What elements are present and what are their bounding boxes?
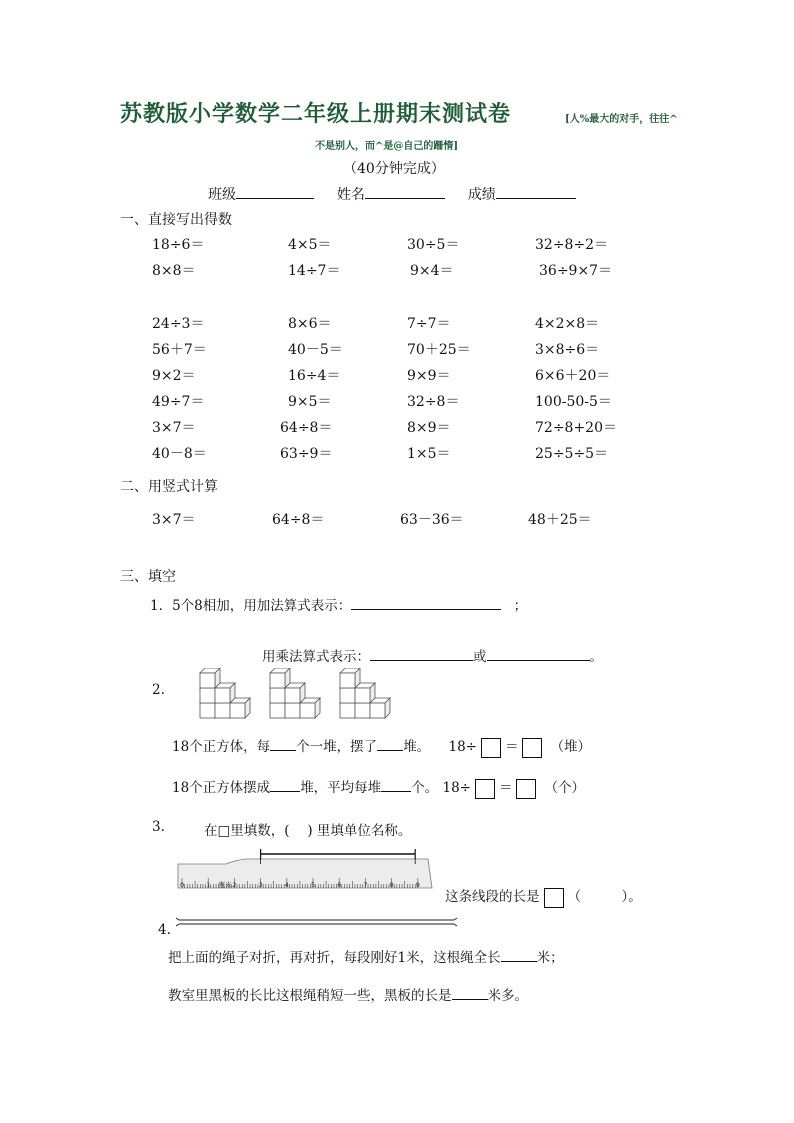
ruler-tick-label: 7 <box>363 881 368 889</box>
mental-math-item: 70＋25＝ <box>407 342 471 358</box>
equals-sign: ＝ <box>504 739 519 755</box>
cube-stack <box>340 668 390 718</box>
rope-figure <box>176 916 458 930</box>
ruler-tick-label: 6 <box>337 881 342 889</box>
mental-math-item: 32÷8÷2＝ <box>535 237 609 253</box>
vertical-calc-item: 63－36＝ <box>400 512 464 528</box>
q4-text: 教室里黑板的长比这根绳稍短一些，黑板的长是 <box>168 988 452 1004</box>
mental-math-item: 49÷7＝ <box>152 394 205 410</box>
mental-math-item: 4×2×8＝ <box>535 316 600 332</box>
answer-box[interactable] <box>544 888 564 908</box>
question-2-line1 <box>172 735 591 758</box>
equals-sign: ＝ <box>498 780 513 796</box>
q4-number: 4. <box>158 922 171 938</box>
mental-math-item: 72÷8+20＝ <box>535 420 617 436</box>
section3-heading: 三、填空 <box>120 569 176 585</box>
q2-blank[interactable] <box>381 790 411 792</box>
question-1-line2 <box>262 645 603 665</box>
q1-period: 。 <box>589 649 603 665</box>
answer-box[interactable] <box>516 779 536 799</box>
q2-text: 堆，平均每堆 <box>300 780 382 796</box>
q2-text: 堆。 <box>403 739 431 755</box>
mental-math-item: 9×9＝ <box>407 368 451 384</box>
q2-blank[interactable] <box>377 749 403 751</box>
mental-math-item: 24÷3＝ <box>152 316 205 332</box>
answer-box[interactable] <box>475 779 495 799</box>
cube-stack <box>270 668 320 718</box>
q1-prompt: 1．5个8相加，用加法算式表示： <box>150 598 352 614</box>
vertical-calc-item: 64÷8＝ <box>272 512 325 528</box>
q2-blank[interactable] <box>270 790 300 792</box>
ruler-tick-label: 5 <box>311 881 316 889</box>
mental-math-item: 40－5＝ <box>288 342 343 358</box>
ruler-tick-label: 2 <box>232 881 237 889</box>
q3-answer-text: 这条线段的长是 <box>445 889 540 905</box>
q2-unit: （个） <box>544 780 585 796</box>
q3-number: 3. <box>152 819 165 835</box>
answer-box[interactable] <box>522 738 542 758</box>
q3-prompt: 在□里填数，( ) 里填单位名称。 <box>204 823 412 839</box>
q2-text: 18个正方体摆成 <box>172 780 271 796</box>
q1-end: ； <box>513 598 528 614</box>
section2-heading: 二、用竖式计算 <box>120 479 218 495</box>
q4-text: 米多。 <box>487 988 528 1004</box>
mental-math-item: 32÷8＝ <box>407 394 460 410</box>
ruler-tick-label: 1 <box>206 881 211 889</box>
q4-text: 米； <box>536 950 564 966</box>
q4-blank[interactable] <box>501 960 537 962</box>
name-blank[interactable] <box>365 197 445 199</box>
mental-math-item: 30÷5＝ <box>407 237 460 253</box>
motto-part2: 不是别人，而^是@自己的跚惰] <box>315 141 459 152</box>
class-label: 班级 <box>208 187 236 203</box>
ruler-tick-label: 3 <box>258 881 263 889</box>
section1-heading: 一、直接写出得数 <box>120 212 232 228</box>
mental-math-item: 56＋7＝ <box>152 342 207 358</box>
q2-text: 18个正方体，每 <box>172 739 271 755</box>
score-label: 成绩 <box>467 187 496 203</box>
q2-unit: （堆） <box>550 739 591 755</box>
ruler-tick-label: 4 <box>284 881 289 889</box>
q2-blank[interactable] <box>270 749 296 751</box>
mental-math-item: 25÷5÷5＝ <box>535 446 609 462</box>
class-blank[interactable] <box>236 197 314 199</box>
vertical-calc-item: 3×7＝ <box>152 512 196 528</box>
mental-math-item: 9×2＝ <box>152 368 196 384</box>
q1-addition-blank[interactable] <box>351 608 501 610</box>
q1-mult-blank-1[interactable] <box>370 659 473 661</box>
mental-math-item: 1×5＝ <box>407 446 451 462</box>
question-1-line1 <box>150 594 527 614</box>
ruler-body <box>178 859 432 888</box>
mental-math-item: 9×4＝ <box>410 263 454 279</box>
question-4-line2 <box>168 984 528 1004</box>
q4-blank[interactable] <box>452 998 488 1000</box>
answer-box[interactable] <box>481 738 501 758</box>
q2-text: 个一堆，摆了 <box>296 739 378 755</box>
duration-note: （40分钟完成） <box>343 161 445 177</box>
page-title: 苏教版小学数学二年级上册期末测试卷 <box>120 102 512 127</box>
mental-math-item: 100-50-5＝ <box>535 394 612 410</box>
mental-math-item: 16÷4＝ <box>288 368 341 384</box>
mental-math-item: 64÷8＝ <box>280 420 333 436</box>
mental-math-item: 63÷9＝ <box>280 446 333 462</box>
mental-math-item: 18÷6＝ <box>152 237 205 253</box>
ruler-tick-label: 厘米 <box>218 881 232 889</box>
mental-math-item: 14÷7＝ <box>288 263 341 279</box>
mental-math-item: 40－8＝ <box>152 446 207 462</box>
mental-math-item: 36÷9×7＝ <box>539 263 613 279</box>
mental-math-item: 3×8÷6＝ <box>535 342 600 358</box>
vertical-calc-item: 48＋25＝ <box>528 512 592 528</box>
mental-math-item: 3×7＝ <box>152 420 196 436</box>
ruler-figure <box>176 848 438 892</box>
name-label: 姓名 <box>336 187 365 203</box>
score-blank[interactable] <box>496 197 576 199</box>
q2-expression: 18÷ <box>442 780 471 796</box>
q1-or: 或 <box>473 649 487 665</box>
q2-text: 个。 <box>411 780 439 796</box>
q4-text: 把上面的绳子对折，再对折，每段刚好1米，这根绳全长 <box>168 950 501 966</box>
q2-expression: 18÷ <box>448 739 477 755</box>
mental-math-item: 4×5＝ <box>288 237 332 253</box>
mental-math-item: 9×5＝ <box>288 394 332 410</box>
motto-part1: [人%最大的对手，往往^ <box>565 114 678 125</box>
mental-math-item: 8×8＝ <box>152 263 196 279</box>
q1-multiplication-prompt: 用乘法算式表示： <box>262 649 370 665</box>
q1-mult-blank-2[interactable] <box>487 659 590 661</box>
cube-stacks-figure <box>196 668 396 722</box>
mental-math-item: 7÷7＝ <box>407 316 451 332</box>
q3-answer <box>445 885 642 908</box>
question-2-line2 <box>172 776 585 799</box>
q2-number: 2. <box>152 682 165 698</box>
cube-stack <box>200 668 250 718</box>
info-row <box>208 184 576 204</box>
q3-unit-blank: （ ）。 <box>567 889 642 905</box>
ruler-tick-label: 0 <box>180 881 185 889</box>
mental-math-item: 8×9＝ <box>407 420 451 436</box>
ruler-tick-label: 9 <box>415 881 420 889</box>
ruler-tick-label: 8 <box>389 881 394 889</box>
mental-math-item: 8×6＝ <box>288 316 332 332</box>
question-4-line1 <box>168 946 564 966</box>
mental-math-item: 6×6＋20＝ <box>535 368 611 384</box>
